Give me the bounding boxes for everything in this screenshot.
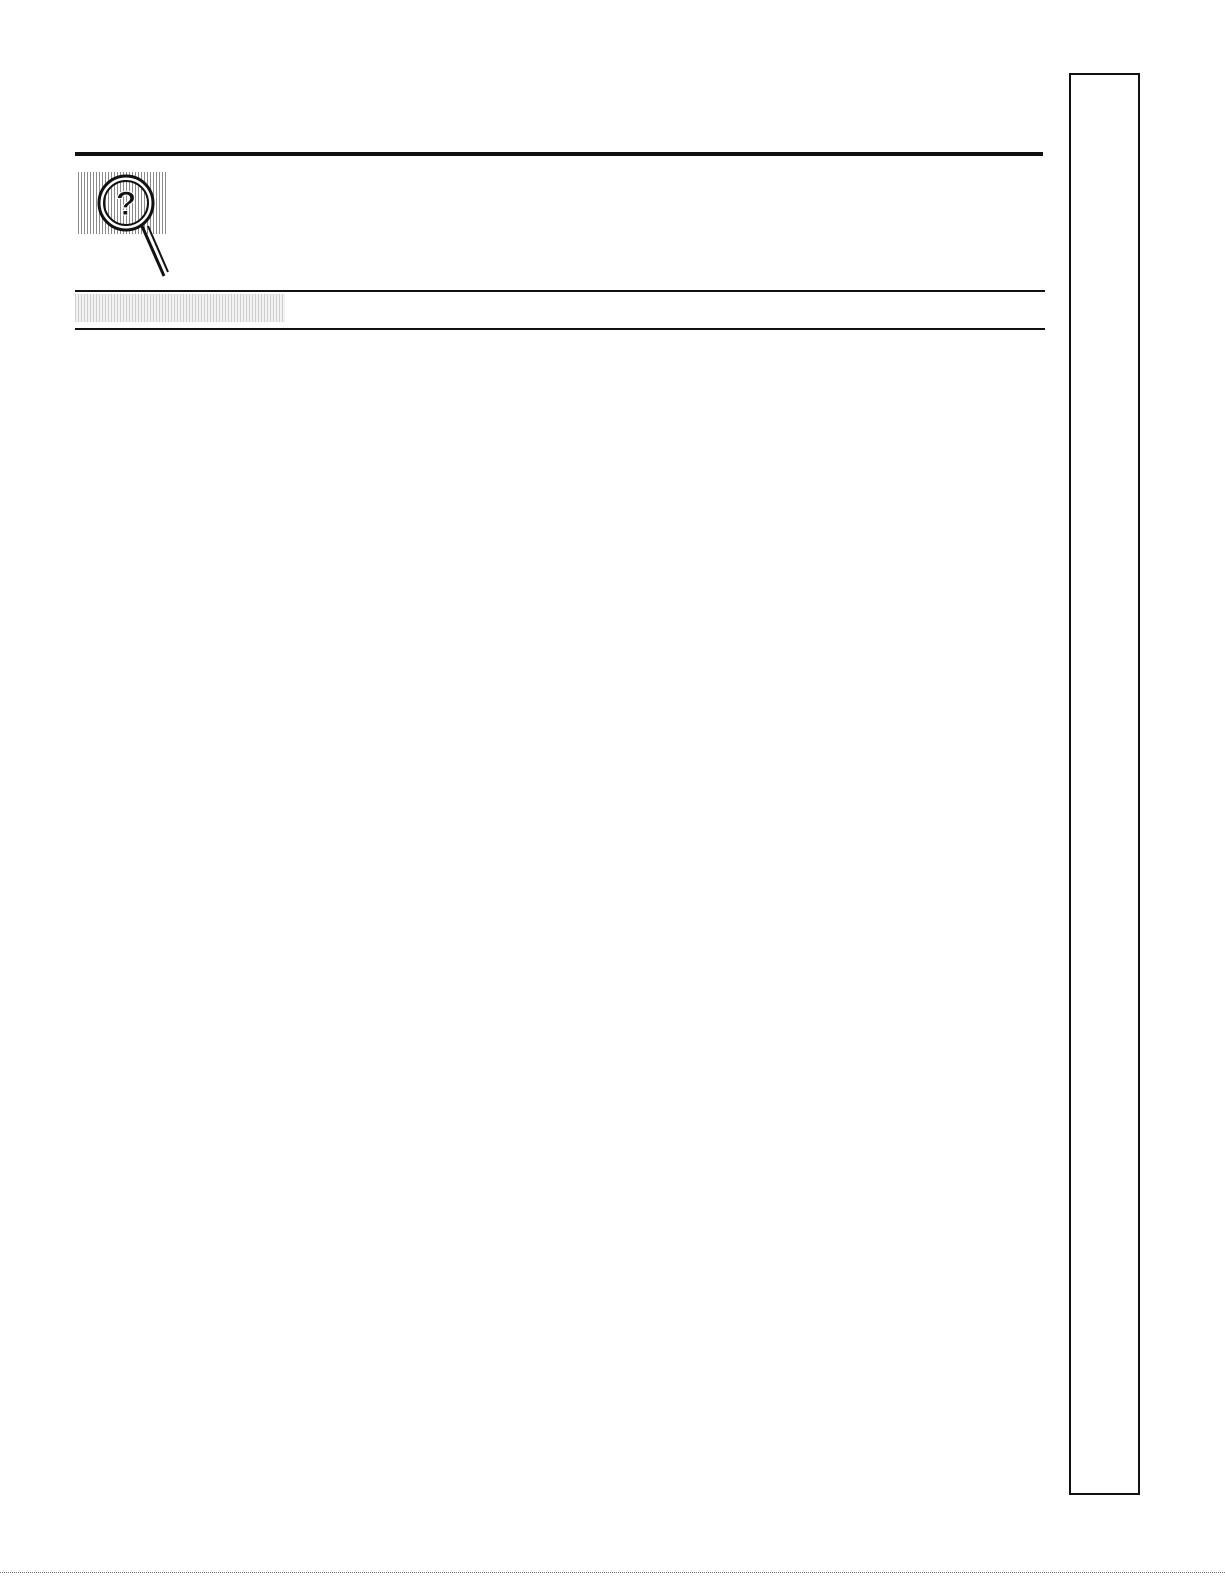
header-problem — [75, 294, 285, 322]
table-header — [75, 290, 1045, 330]
troubleshooting-table — [75, 290, 1045, 330]
page-edge-divider — [0, 1572, 1225, 1573]
svg-text:?: ? — [115, 185, 137, 223]
header-rule — [75, 152, 1043, 156]
section-tabs — [1069, 73, 1140, 1495]
question-mark-icon — [78, 168, 170, 280]
